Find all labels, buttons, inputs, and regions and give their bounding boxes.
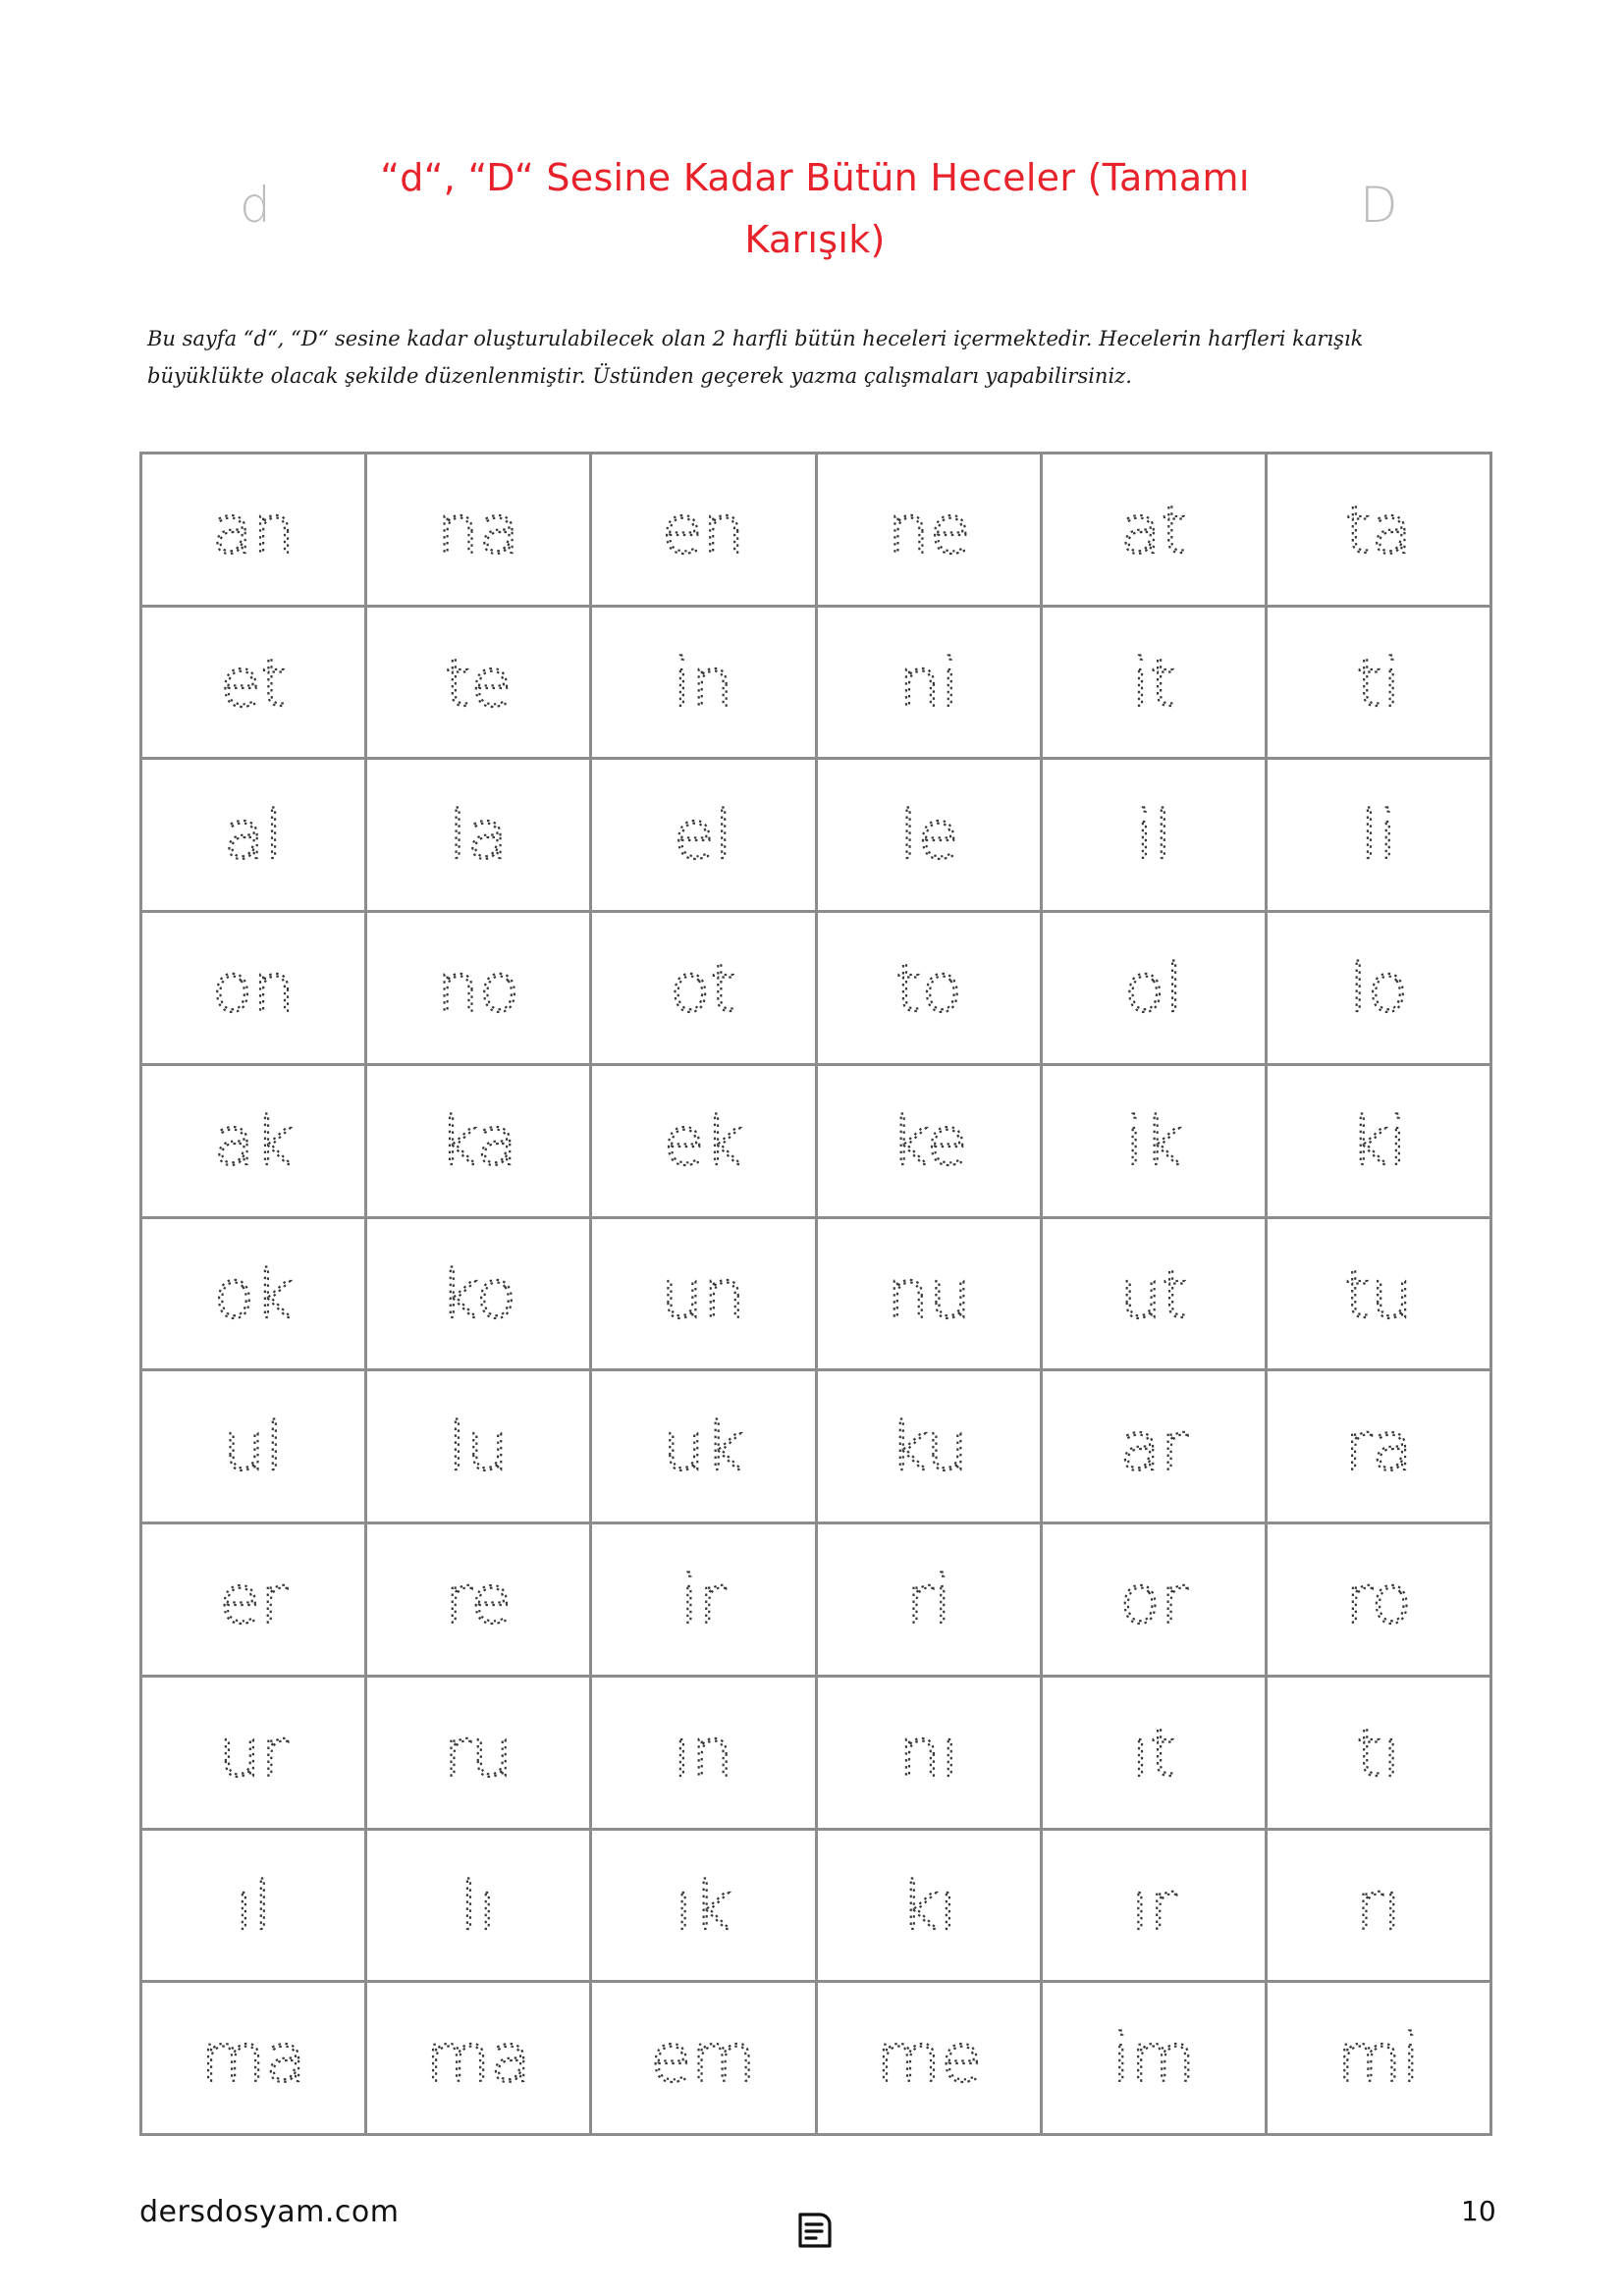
syllable-trace (1268, 1219, 1489, 1369)
syllable-text: ak (213, 1101, 294, 1180)
syllable-cell (142, 1219, 367, 1372)
syllable-trace (1043, 1219, 1265, 1369)
syllable-trace (1043, 1678, 1265, 1828)
syllable-cell (142, 608, 367, 761)
syllable-text: ul (223, 1408, 284, 1486)
syllable-cell (367, 1524, 592, 1678)
syllable-trace (818, 1983, 1040, 2133)
syllable-text: ro (1345, 1560, 1412, 1638)
syllable-trace (142, 608, 364, 758)
syllable-cell (1043, 1219, 1268, 1372)
syllable-trace (592, 1831, 814, 1981)
syllable-cell (1043, 1831, 1268, 1984)
syllable-cell (367, 1831, 592, 1984)
syllable-text: te (445, 643, 513, 721)
syllable-cell (1043, 1066, 1268, 1219)
syllable-cell (142, 1371, 367, 1524)
syllable-text: me (875, 2019, 982, 2098)
syllable-cell (367, 1678, 592, 1831)
syllable-text: nu (886, 1255, 971, 1333)
syllable-cell (818, 1066, 1043, 1219)
syllable-cell (818, 1678, 1043, 1831)
syllable-trace (367, 913, 589, 1063)
syllable-trace (142, 913, 364, 1063)
syllable-trace (818, 913, 1040, 1063)
syllable-trace (142, 1066, 364, 1216)
document-list-icon (792, 2209, 836, 2252)
syllable-cell (818, 1371, 1043, 1524)
syllable-trace (367, 760, 589, 910)
syllable-text: ut (1118, 1255, 1188, 1333)
syllable-text: it (1131, 643, 1176, 721)
syllable-trace (367, 1983, 589, 2133)
syllable-text: li (1360, 796, 1397, 875)
syllable-trace (367, 608, 589, 758)
syllable-trace (367, 1678, 589, 1828)
syllable-trace (818, 1371, 1040, 1522)
syllable-trace (1268, 608, 1489, 758)
syllable-trace (1043, 1983, 1265, 2133)
corner-letter-uppercase: D (1360, 177, 1398, 234)
syllable-text: kı (899, 1866, 957, 1945)
syllable-cell (1043, 760, 1268, 913)
syllable-text: ta (1344, 490, 1412, 568)
syllable-text: il (1134, 796, 1172, 875)
syllable-cell (1268, 1678, 1492, 1831)
syllable-cell (818, 913, 1043, 1066)
syllable-cell (818, 1983, 1043, 2136)
syllable-trace (592, 913, 814, 1063)
syllable-trace (367, 1831, 589, 1981)
syllable-text: ok (213, 1255, 294, 1333)
syllable-trace (592, 1983, 814, 2133)
syllable-trace (1268, 1983, 1489, 2133)
syllable-trace (1043, 1371, 1265, 1522)
syllable-text: ıt (1131, 1713, 1176, 1791)
syllable-trace (1268, 760, 1489, 910)
syllable-text: to (894, 948, 962, 1027)
syllable-cell (1268, 1066, 1492, 1219)
syllable-cell (1268, 1831, 1492, 1984)
syllable-cell (142, 913, 367, 1066)
syllable-text: er (219, 1560, 288, 1638)
syllable-cell (592, 1678, 817, 1831)
syllable-trace (1043, 760, 1265, 910)
syllable-cell (142, 1066, 367, 1219)
syllable-trace (1268, 1371, 1489, 1522)
syllable-trace (367, 1219, 589, 1369)
syllable-text: le (898, 796, 958, 875)
syllable-text: ka (439, 1101, 518, 1180)
syllable-trace (592, 608, 814, 758)
syllable-text: ra (1344, 1408, 1413, 1486)
syllable-cell (1268, 1219, 1492, 1372)
syllable-trace (142, 1371, 364, 1522)
syllable-cell (1268, 608, 1492, 761)
syllable-text: mi (1336, 2019, 1421, 2098)
syllable-trace (818, 1524, 1040, 1675)
syllable-cell (367, 608, 592, 761)
page-title-line-1: “d“, “D“ Sesine Kadar Bütün Heceler (Tamamı (380, 156, 1250, 199)
syllable-trace (818, 760, 1040, 910)
syllable-text: uk (663, 1408, 744, 1486)
syllable-cell (592, 1066, 817, 1219)
syllable-trace (592, 1371, 814, 1522)
syllable-trace (142, 1524, 364, 1675)
syllable-text: lı (460, 1866, 498, 1945)
syllable-trace (592, 760, 814, 910)
syllable-text: lu (448, 1408, 510, 1486)
corner-letter-lowercase: d (240, 177, 271, 234)
syllable-text: ur (218, 1713, 289, 1791)
syllable-trace (818, 1066, 1040, 1216)
syllable-cell (818, 1219, 1043, 1372)
syllable-cell (592, 454, 817, 608)
syllable-text: ri (905, 1560, 951, 1638)
syllable-trace (592, 1678, 814, 1828)
syllable-trace (142, 1678, 364, 1828)
syllable-cell (818, 760, 1043, 913)
syllable-text: ar (1119, 1408, 1188, 1486)
syllable-text: et (219, 643, 288, 721)
syllable-text: el (674, 796, 733, 875)
syllable-text: ek (663, 1101, 743, 1180)
syllable-cell (367, 913, 592, 1066)
syllable-trace (1043, 608, 1265, 758)
syllable-trace (1268, 1524, 1489, 1675)
syllable-text: rı (1355, 1866, 1402, 1945)
syllable-cell (367, 1983, 592, 2136)
syllable-text: nı (897, 1713, 959, 1791)
syllable-cell (1268, 1371, 1492, 1524)
syllable-trace (592, 1066, 814, 1216)
syllable-trace (818, 1219, 1040, 1369)
syllable-text: lo (1348, 948, 1409, 1027)
syllable-trace (142, 1983, 364, 2133)
syllable-text: ol (1123, 948, 1183, 1027)
syllable-text: un (661, 1255, 746, 1333)
syllable-text: ot (670, 948, 737, 1027)
syllable-cell (1043, 1524, 1268, 1678)
syllable-trace (592, 454, 814, 605)
syllable-text: ık (675, 1866, 732, 1945)
syllable-text: ru (443, 1713, 514, 1791)
syllable-text: ıl (235, 1866, 272, 1945)
syllable-text: ır (1130, 1866, 1177, 1945)
syllable-cell (367, 1371, 592, 1524)
syllable-trace (1268, 913, 1489, 1063)
syllable-cell (818, 608, 1043, 761)
page-title-line-2: Karışık) (744, 218, 886, 261)
syllable-cell (592, 1983, 817, 2136)
syllable-text: ne (887, 490, 970, 568)
syllable-cell (1043, 1678, 1268, 1831)
syllable-trace (818, 608, 1040, 758)
syllable-cell (592, 608, 817, 761)
syllable-trace (818, 1831, 1040, 1981)
syllable-cell (1268, 454, 1492, 608)
syllable-text: tı (1356, 1713, 1401, 1791)
syllable-cell (1268, 1524, 1492, 1678)
syllable-cell (142, 1983, 367, 2136)
page-title (373, 147, 1257, 271)
footer-site-name: dersdosyam.com (139, 2195, 400, 2229)
syllable-cell (592, 913, 817, 1066)
syllable-trace (142, 1219, 364, 1369)
syllable-cell (818, 1831, 1043, 1984)
syllable-trace (1268, 454, 1489, 605)
syllable-text: ma (425, 2019, 531, 2098)
syllable-trace (367, 454, 589, 605)
syllable-text: ku (889, 1408, 968, 1486)
syllable-trace (1268, 1066, 1489, 1216)
syllable-cell (367, 1219, 592, 1372)
intro-line-1: Bu sayfa “d“, “D“ sesine kadar oluşturulabilecek olan 2 harfli bütün heceleri içermektedir. Hecelerin harfleri karışık (147, 327, 1364, 350)
syllable-trace (367, 1066, 589, 1216)
syllable-trace (818, 1678, 1040, 1828)
syllable-text: la (449, 796, 509, 875)
syllable-trace (142, 760, 364, 910)
syllable-text: or (1119, 1560, 1188, 1638)
syllable-trace (142, 454, 364, 605)
syllable-cell (592, 1831, 817, 1984)
syllable-trace (1043, 454, 1265, 605)
syllable-text: ma (200, 2019, 306, 2098)
syllable-trace (1043, 913, 1265, 1063)
syllable-trace (592, 1219, 814, 1369)
syllable-text: ko (440, 1255, 517, 1333)
syllable-cell (1268, 760, 1492, 913)
syllable-cell (142, 1524, 367, 1678)
syllable-cell (1043, 1983, 1268, 2136)
syllable-trace (1268, 1678, 1489, 1828)
syllable-trace (1268, 1831, 1489, 1981)
intro-paragraph (147, 320, 1424, 395)
syllable-text: em (650, 2019, 757, 2098)
syllable-cell (367, 1066, 592, 1219)
syllable-cell (592, 1371, 817, 1524)
syllable-cell (592, 1524, 817, 1678)
syllable-text: ki (1349, 1101, 1407, 1180)
syllable-cell (1268, 1983, 1492, 2136)
syllable-trace (1043, 1066, 1265, 1216)
syllable-text: in (673, 643, 734, 721)
syllable-trace (1043, 1831, 1265, 1981)
syllable-text: on (211, 948, 296, 1027)
syllable-text: ir (680, 1560, 727, 1638)
syllable-trace (142, 1831, 364, 1981)
syllable-trace (592, 1524, 814, 1675)
syllable-cell (818, 454, 1043, 608)
syllable-text: al (223, 796, 284, 875)
syllable-text: tu (1344, 1255, 1413, 1333)
syllable-text: na (437, 490, 520, 568)
syllable-trace (1043, 1524, 1265, 1675)
syllable-cell (1043, 454, 1268, 608)
syllable-text: at (1119, 490, 1187, 568)
page-number: 10 (1461, 2195, 1496, 2227)
syllable-cell (818, 1524, 1043, 1678)
syllable-cell (142, 1831, 367, 1984)
syllable-trace (818, 454, 1040, 605)
syllable-trace (367, 1371, 589, 1522)
syllable-trace (367, 1524, 589, 1675)
syllable-cell (142, 1678, 367, 1831)
syllable-text: en (662, 490, 745, 568)
syllable-tracing-grid (139, 452, 1492, 2136)
syllable-text: ni (897, 643, 959, 721)
intro-line-2: büyüklükte olacak şekilde düzenlenmiştir. Üstünden geçerek yazma çalışmaları yapabilirsiniz. (147, 364, 1132, 388)
syllable-cell (1043, 913, 1268, 1066)
syllable-text: ik (1124, 1101, 1182, 1180)
syllable-cell (1043, 608, 1268, 761)
syllable-text: im (1111, 2019, 1196, 2098)
syllable-text: ın (673, 1713, 734, 1791)
syllable-cell (142, 760, 367, 913)
syllable-cell (592, 1219, 817, 1372)
syllable-text: an (211, 490, 296, 568)
syllable-cell (1268, 913, 1492, 1066)
syllable-cell (1043, 1371, 1268, 1524)
syllable-cell (592, 760, 817, 913)
syllable-text: re (445, 1560, 513, 1638)
syllable-text: ke (890, 1101, 967, 1180)
syllable-cell (367, 760, 592, 913)
syllable-text: no (437, 948, 520, 1027)
syllable-cell (142, 454, 367, 608)
syllable-text: ti (1356, 643, 1401, 721)
syllable-cell (367, 454, 592, 608)
